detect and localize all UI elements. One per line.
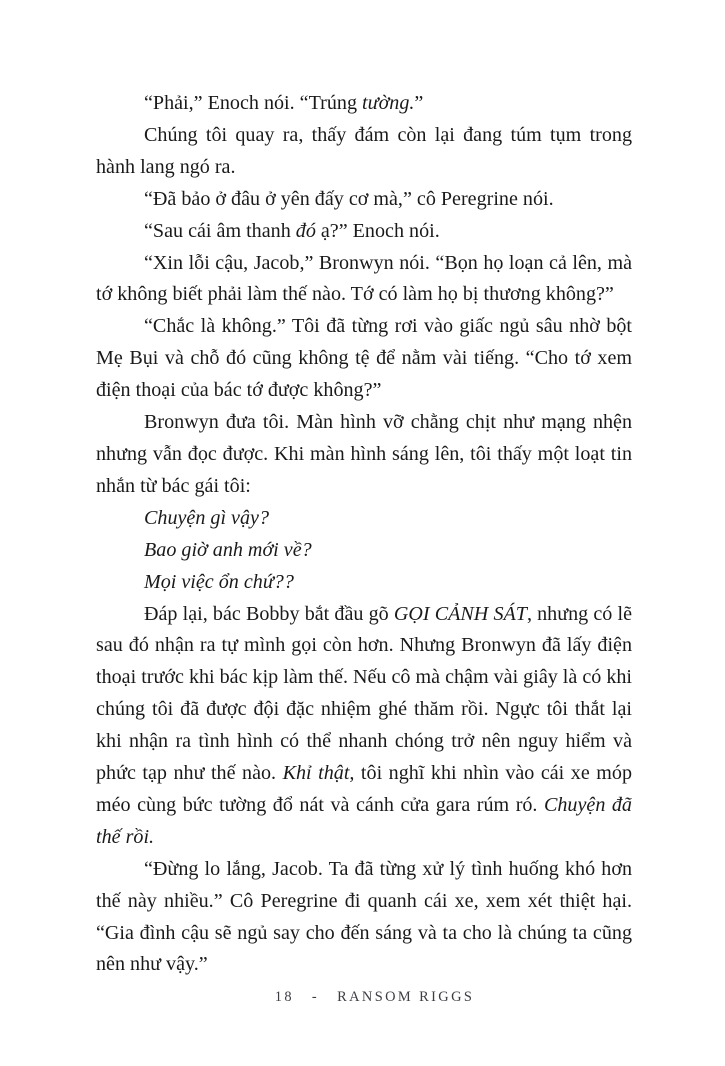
text-run: , nhưng có lẽ sau đó nhận ra tự mình gọi còn hơn. Nhưng Bronwyn đã lấy điện thoại trước khi bác kịp làm thế. Nếu cô mà chậm vài giây là có khi chúng tôi đã được đội đặc nhiệm ghé thăm rồi. Ngực tôi thắt lại khi nhận ra tình hình có thể nhanh chóng trở nên nguy hiểm và phức tạp như thế nào.	[96, 602, 632, 785]
text-run: “Đừng lo lắng, Jacob. Ta đã từng xử lý tình huống khó hơn thế này nhiều.” Cô Peregrine đi quanh cái xe, xem xét thiệt hại. “Gia đình cậu sẽ ngủ say cho đến sáng và ta cho là chúng ta cũng nên như vậy.”	[96, 857, 632, 976]
text-run: tôi nghĩ khi nhìn vào cái xe móp méo cùng bức tường đổ nát và cánh cửa gara rúm ró.	[96, 762, 632, 816]
text-run: Đáp lại, bác Bobby bắt đầu gõ	[144, 602, 394, 625]
text-run: Bronwyn đưa tôi. Màn hình vỡ chằng chịt như mạng nhện nhưng vẫn đọc được. Khi màn hình sáng lên, tôi thấy một loạt tin nhắn từ bác gái tôi:	[96, 411, 632, 497]
text-message-line: Mọi việc ổn chứ??	[144, 570, 294, 593]
text-message-line: Bao giờ anh mới về?	[144, 538, 312, 561]
paragraph	[96, 599, 632, 854]
text-run: “Sau cái âm thanh	[144, 219, 296, 242]
text-run: “Phải,” Enoch nói. “Trúng	[144, 92, 363, 114]
text-message-line: Chuyện gì vậy?	[144, 506, 269, 529]
paragraph	[96, 311, 632, 407]
italic-phrase: GỌI CẢNH SÁT	[393, 602, 527, 625]
text-run: ”	[414, 92, 424, 114]
text-run: Chúng tôi quay ra, thấy đám còn lại đang túm tụm trong hành lang ngó ra.	[96, 123, 632, 178]
paragraph	[96, 120, 632, 184]
paragraph	[96, 216, 632, 248]
text-run: “Đã bảo ở đâu ở yên đấy cơ mà,” cô Peregrine nói.	[144, 187, 554, 210]
italic-phrase: Chuyện đã thế rồi.	[96, 793, 632, 848]
italic-phrase: Khỉ thật,	[282, 762, 355, 785]
footer-separator-glyph: -	[311, 989, 320, 1005]
paragraph	[96, 407, 632, 503]
paragraph	[96, 854, 632, 982]
text-run: ạ?” Enoch nói.	[315, 219, 440, 242]
footer-page-number: 18	[274, 989, 294, 1005]
text-run: “Xin lỗi cậu, Jacob,” Bronwyn nói. “Bọn họ loạn cả lên, mà tớ không biết phải làm thế nào. Tớ có làm họ bị thương không?”	[96, 251, 632, 306]
footer-separator-space	[319, 989, 337, 1005]
page-footer	[0, 972, 725, 1023]
italic-phrase: đó	[295, 219, 316, 242]
paragraph	[96, 248, 632, 312]
paragraph	[96, 88, 632, 120]
text-run: “Chắc là không.” Tôi đã từng rơi vào giấc ngủ sâu nhờ bột Mẹ Bụi và chỗ đó cũng không tệ để nằm vài tiếng. “Cho tớ xem điện thoại của bác tớ được không?”	[96, 315, 632, 402]
footer-separator	[294, 989, 312, 1005]
footer-author: RANSOM RIGGS	[337, 989, 475, 1005]
body-text-column	[96, 88, 632, 981]
italic-phrase: tường.	[362, 92, 415, 114]
paragraph	[96, 184, 632, 216]
